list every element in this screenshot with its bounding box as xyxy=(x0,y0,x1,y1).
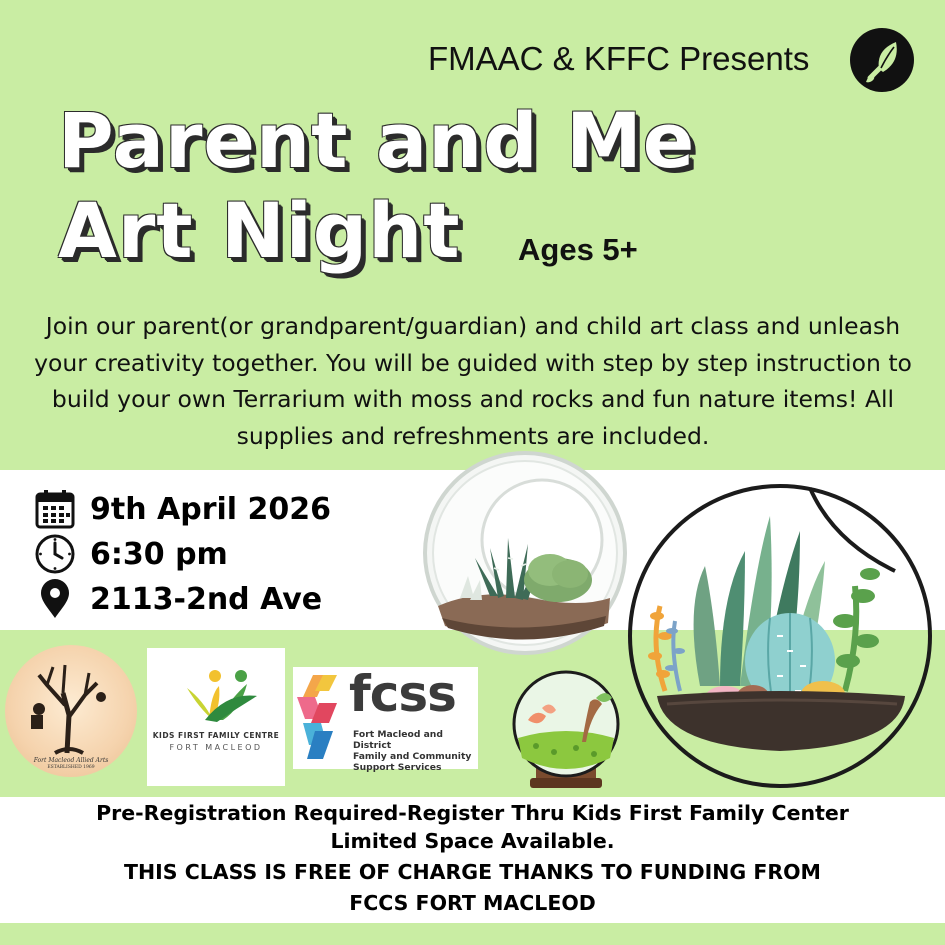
terrarium-bowl-photo xyxy=(420,448,630,658)
fcss-tagline-2: Family and Community xyxy=(353,751,472,762)
kids-first-logo xyxy=(147,648,285,786)
detail-time-row xyxy=(34,533,228,575)
location-pin-icon xyxy=(34,578,76,620)
fcss-logo xyxy=(293,665,478,773)
detail-location-row xyxy=(34,578,322,620)
free-notice: THIS CLASS IS FREE OF CHARGE THANKS TO FUNDING FROM xyxy=(124,860,821,884)
paintbrush-leaf-icon xyxy=(850,28,914,92)
fcss-wordmark: fcss xyxy=(349,665,456,723)
fcss-tagline-1: Fort Macleod and District xyxy=(353,729,443,751)
event-description: Join our parent(or grandparent/guardian) and child art class and unleash your creativity together. You will be guided with step by step instruction to build your own Terrarium with moss and rocks and fun nature items! All supplies and refreshments are included. xyxy=(34,312,912,450)
kids-first-town: FORT MACLEOD xyxy=(169,743,263,752)
event-title-line-2: Art Night xyxy=(58,186,461,275)
kids-first-name: KIDS FIRST FAMILY CENTRE xyxy=(152,731,280,740)
event-title-line-1: Parent and Me xyxy=(58,96,696,185)
arts-society-logo xyxy=(5,645,137,777)
age-label: Ages 5+ xyxy=(518,232,638,267)
arts-society-name: Fort Macleod Allied Arts xyxy=(33,757,109,764)
event-time: 6:30 pm xyxy=(90,536,228,572)
funder-notice: FCCS FORT MACLEOD xyxy=(349,891,596,915)
terrarium-illustration xyxy=(605,446,945,796)
detail-date-row xyxy=(34,488,331,530)
registration-notice: Pre-Registration Required-Register Thru Kids First Family Center xyxy=(96,801,849,825)
globe-terrarium-illustration xyxy=(506,668,626,790)
fcss-tagline xyxy=(353,729,478,773)
event-location: 2113-2nd Ave xyxy=(90,581,323,617)
presenter-line: FMAAC & KFFC Presents xyxy=(428,40,810,77)
arts-society-established: ESTABLISHED 1969 xyxy=(47,765,95,770)
calendar-icon xyxy=(34,488,76,530)
event-date: 9th April 2026 xyxy=(90,491,332,527)
clock-icon xyxy=(34,533,76,575)
fcss-tagline-3: Support Services xyxy=(353,762,442,773)
space-notice: Limited Space Available. xyxy=(330,829,615,853)
